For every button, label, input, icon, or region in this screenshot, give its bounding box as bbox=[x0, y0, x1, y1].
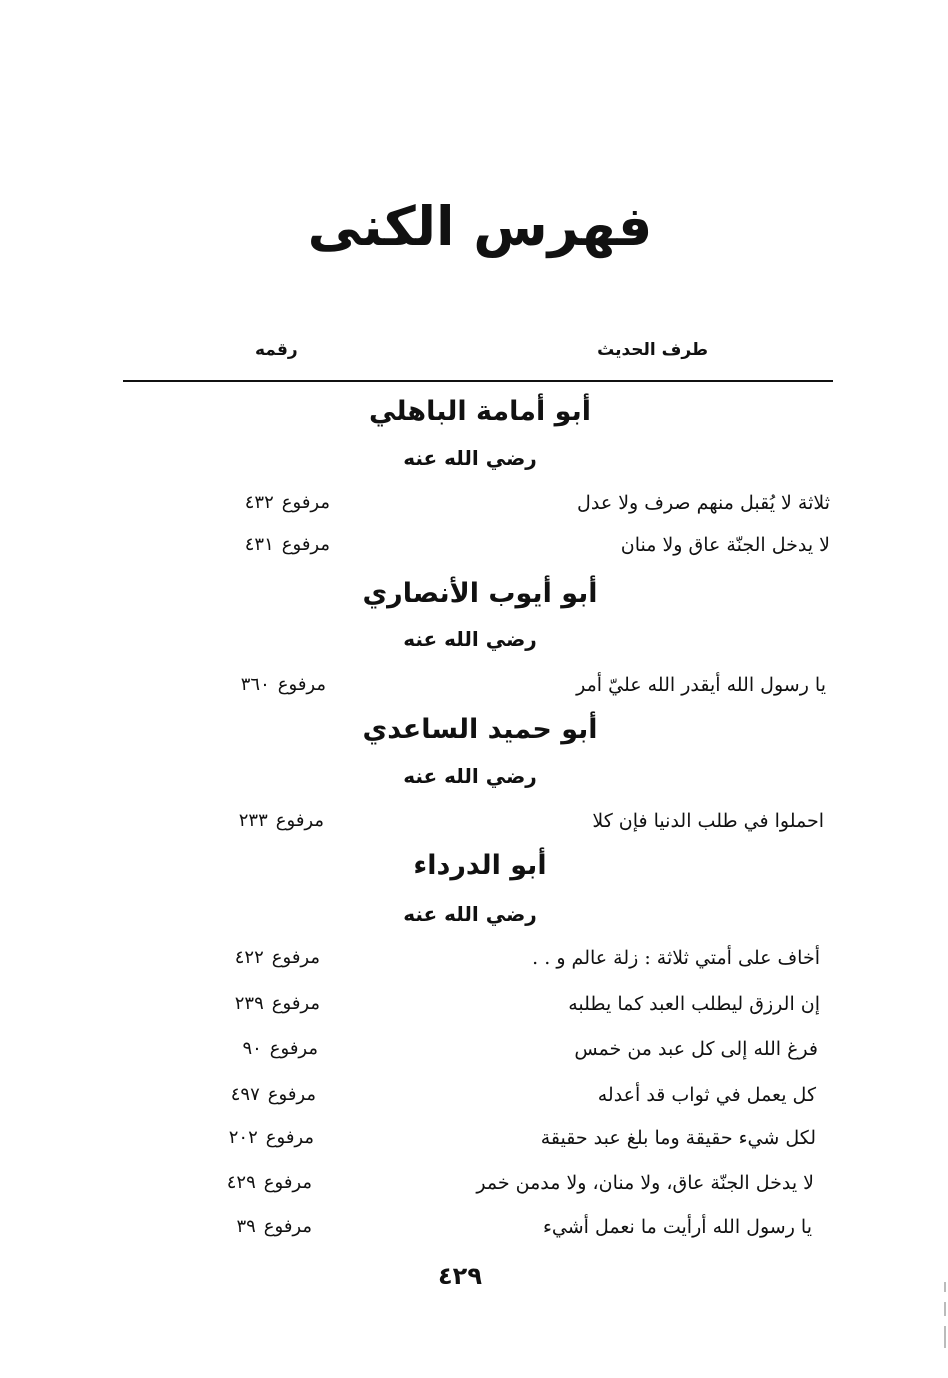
hadith-reference bbox=[180, 993, 320, 1014]
hadith-reference bbox=[176, 1084, 316, 1105]
hadith-reference bbox=[172, 1216, 312, 1237]
scan-edge-mark bbox=[944, 1302, 946, 1316]
section-honorific: رضي الله عنه bbox=[403, 627, 537, 651]
column-header-number: رقمه bbox=[255, 340, 298, 360]
hadith-text: كل يعمل في ثواب قد أعدله bbox=[597, 1084, 816, 1106]
column-header-hadith: طرف الحديث bbox=[597, 340, 708, 360]
hadith-reference bbox=[174, 1127, 314, 1148]
scan-edge-mark bbox=[944, 1282, 946, 1292]
section-honorific: رضي الله عنه bbox=[403, 764, 537, 788]
hadith-text: يا رسول الله أيقدر الله عليّ أمر bbox=[576, 674, 826, 696]
hadith-text: لا يدخل الجنّة عاق، ولا منان، ولا مدمن خمر bbox=[476, 1172, 814, 1194]
hadith-type: مرفوع bbox=[263, 1216, 312, 1237]
hadith-number: ٩٠ bbox=[242, 1038, 262, 1059]
hadith-type: مرفوع bbox=[269, 1038, 318, 1059]
hadith-number: ٢٠٢ bbox=[228, 1127, 258, 1148]
hadith-number: ٤٢٢ bbox=[234, 947, 264, 968]
hadith-reference bbox=[184, 810, 324, 831]
page-number: ٤٢٩ bbox=[438, 1262, 482, 1290]
section-name: أبو الدرداء bbox=[413, 850, 547, 881]
hadith-number: ٤٩٧ bbox=[230, 1084, 260, 1105]
hadith-number: ٤٣١ bbox=[244, 534, 274, 555]
index-entry bbox=[0, 492, 948, 522]
hadith-type: مرفوع bbox=[271, 947, 320, 968]
hadith-text: احملوا في طلب الدنيا فإن كلا bbox=[592, 810, 824, 832]
index-entry bbox=[0, 674, 948, 704]
index-entry bbox=[0, 1172, 948, 1202]
hadith-text: لا يدخل الجنّة عاق ولا منان bbox=[620, 534, 830, 556]
index-entry bbox=[0, 534, 948, 564]
hadith-number: ٢٣٩ bbox=[234, 993, 264, 1014]
index-entry bbox=[0, 810, 948, 840]
hadith-text: يا رسول الله أرأيت ما نعمل أشيء bbox=[542, 1216, 812, 1238]
hadith-type: مرفوع bbox=[267, 1084, 316, 1105]
hadith-reference bbox=[190, 492, 330, 513]
section-name: أبو حميد الساعدي bbox=[362, 714, 598, 745]
hadith-reference bbox=[172, 1172, 312, 1193]
index-entry bbox=[0, 1127, 948, 1157]
section-name: أبو أمامة الباهلي bbox=[369, 396, 591, 427]
hadith-text: فرغ الله إلى كل عبد من خمس bbox=[574, 1038, 818, 1060]
index-entry bbox=[0, 1216, 948, 1246]
page-title: فهرس الكنى bbox=[307, 195, 653, 258]
hadith-text: أخاف على أمتي ثلاثة : زلة عالم و . . bbox=[532, 947, 820, 969]
hadith-number: ٤٣٢ bbox=[244, 492, 274, 513]
hadith-number: ٢٣٣ bbox=[238, 810, 268, 831]
hadith-number: ٣٩ bbox=[236, 1216, 256, 1237]
hadith-type: مرفوع bbox=[271, 993, 320, 1014]
index-entry bbox=[0, 947, 948, 977]
hadith-type: مرفوع bbox=[277, 674, 326, 695]
hadith-reference bbox=[186, 674, 326, 695]
hadith-text: لكل شيء حقيقة وما بلغ عبد حقيقة bbox=[540, 1127, 816, 1149]
hadith-number: ٤٢٩ bbox=[226, 1172, 256, 1193]
index-entry bbox=[0, 1038, 948, 1068]
scan-edge-mark bbox=[944, 1326, 946, 1348]
index-entry bbox=[0, 1084, 948, 1114]
hadith-reference bbox=[178, 1038, 318, 1059]
hadith-type: مرفوع bbox=[281, 534, 330, 555]
index-entry bbox=[0, 993, 948, 1023]
section-honorific: رضي الله عنه bbox=[403, 446, 537, 470]
hadith-type: مرفوع bbox=[281, 492, 330, 513]
section-honorific: رضي الله عنه bbox=[403, 902, 537, 926]
header-divider bbox=[123, 380, 833, 382]
hadith-text: ثلاثة لا يُقبل منهم صرف ولا عدل bbox=[577, 492, 830, 514]
hadith-reference bbox=[180, 947, 320, 968]
section-name: أبو أيوب الأنصاري bbox=[362, 578, 598, 609]
hadith-type: مرفوع bbox=[275, 810, 324, 831]
hadith-type: مرفوع bbox=[263, 1172, 312, 1193]
hadith-type: مرفوع bbox=[265, 1127, 314, 1148]
hadith-reference bbox=[190, 534, 330, 555]
hadith-number: ٣٦٠ bbox=[240, 674, 270, 695]
hadith-text: إن الرزق ليطلب العبد كما يطلبه bbox=[568, 993, 820, 1015]
